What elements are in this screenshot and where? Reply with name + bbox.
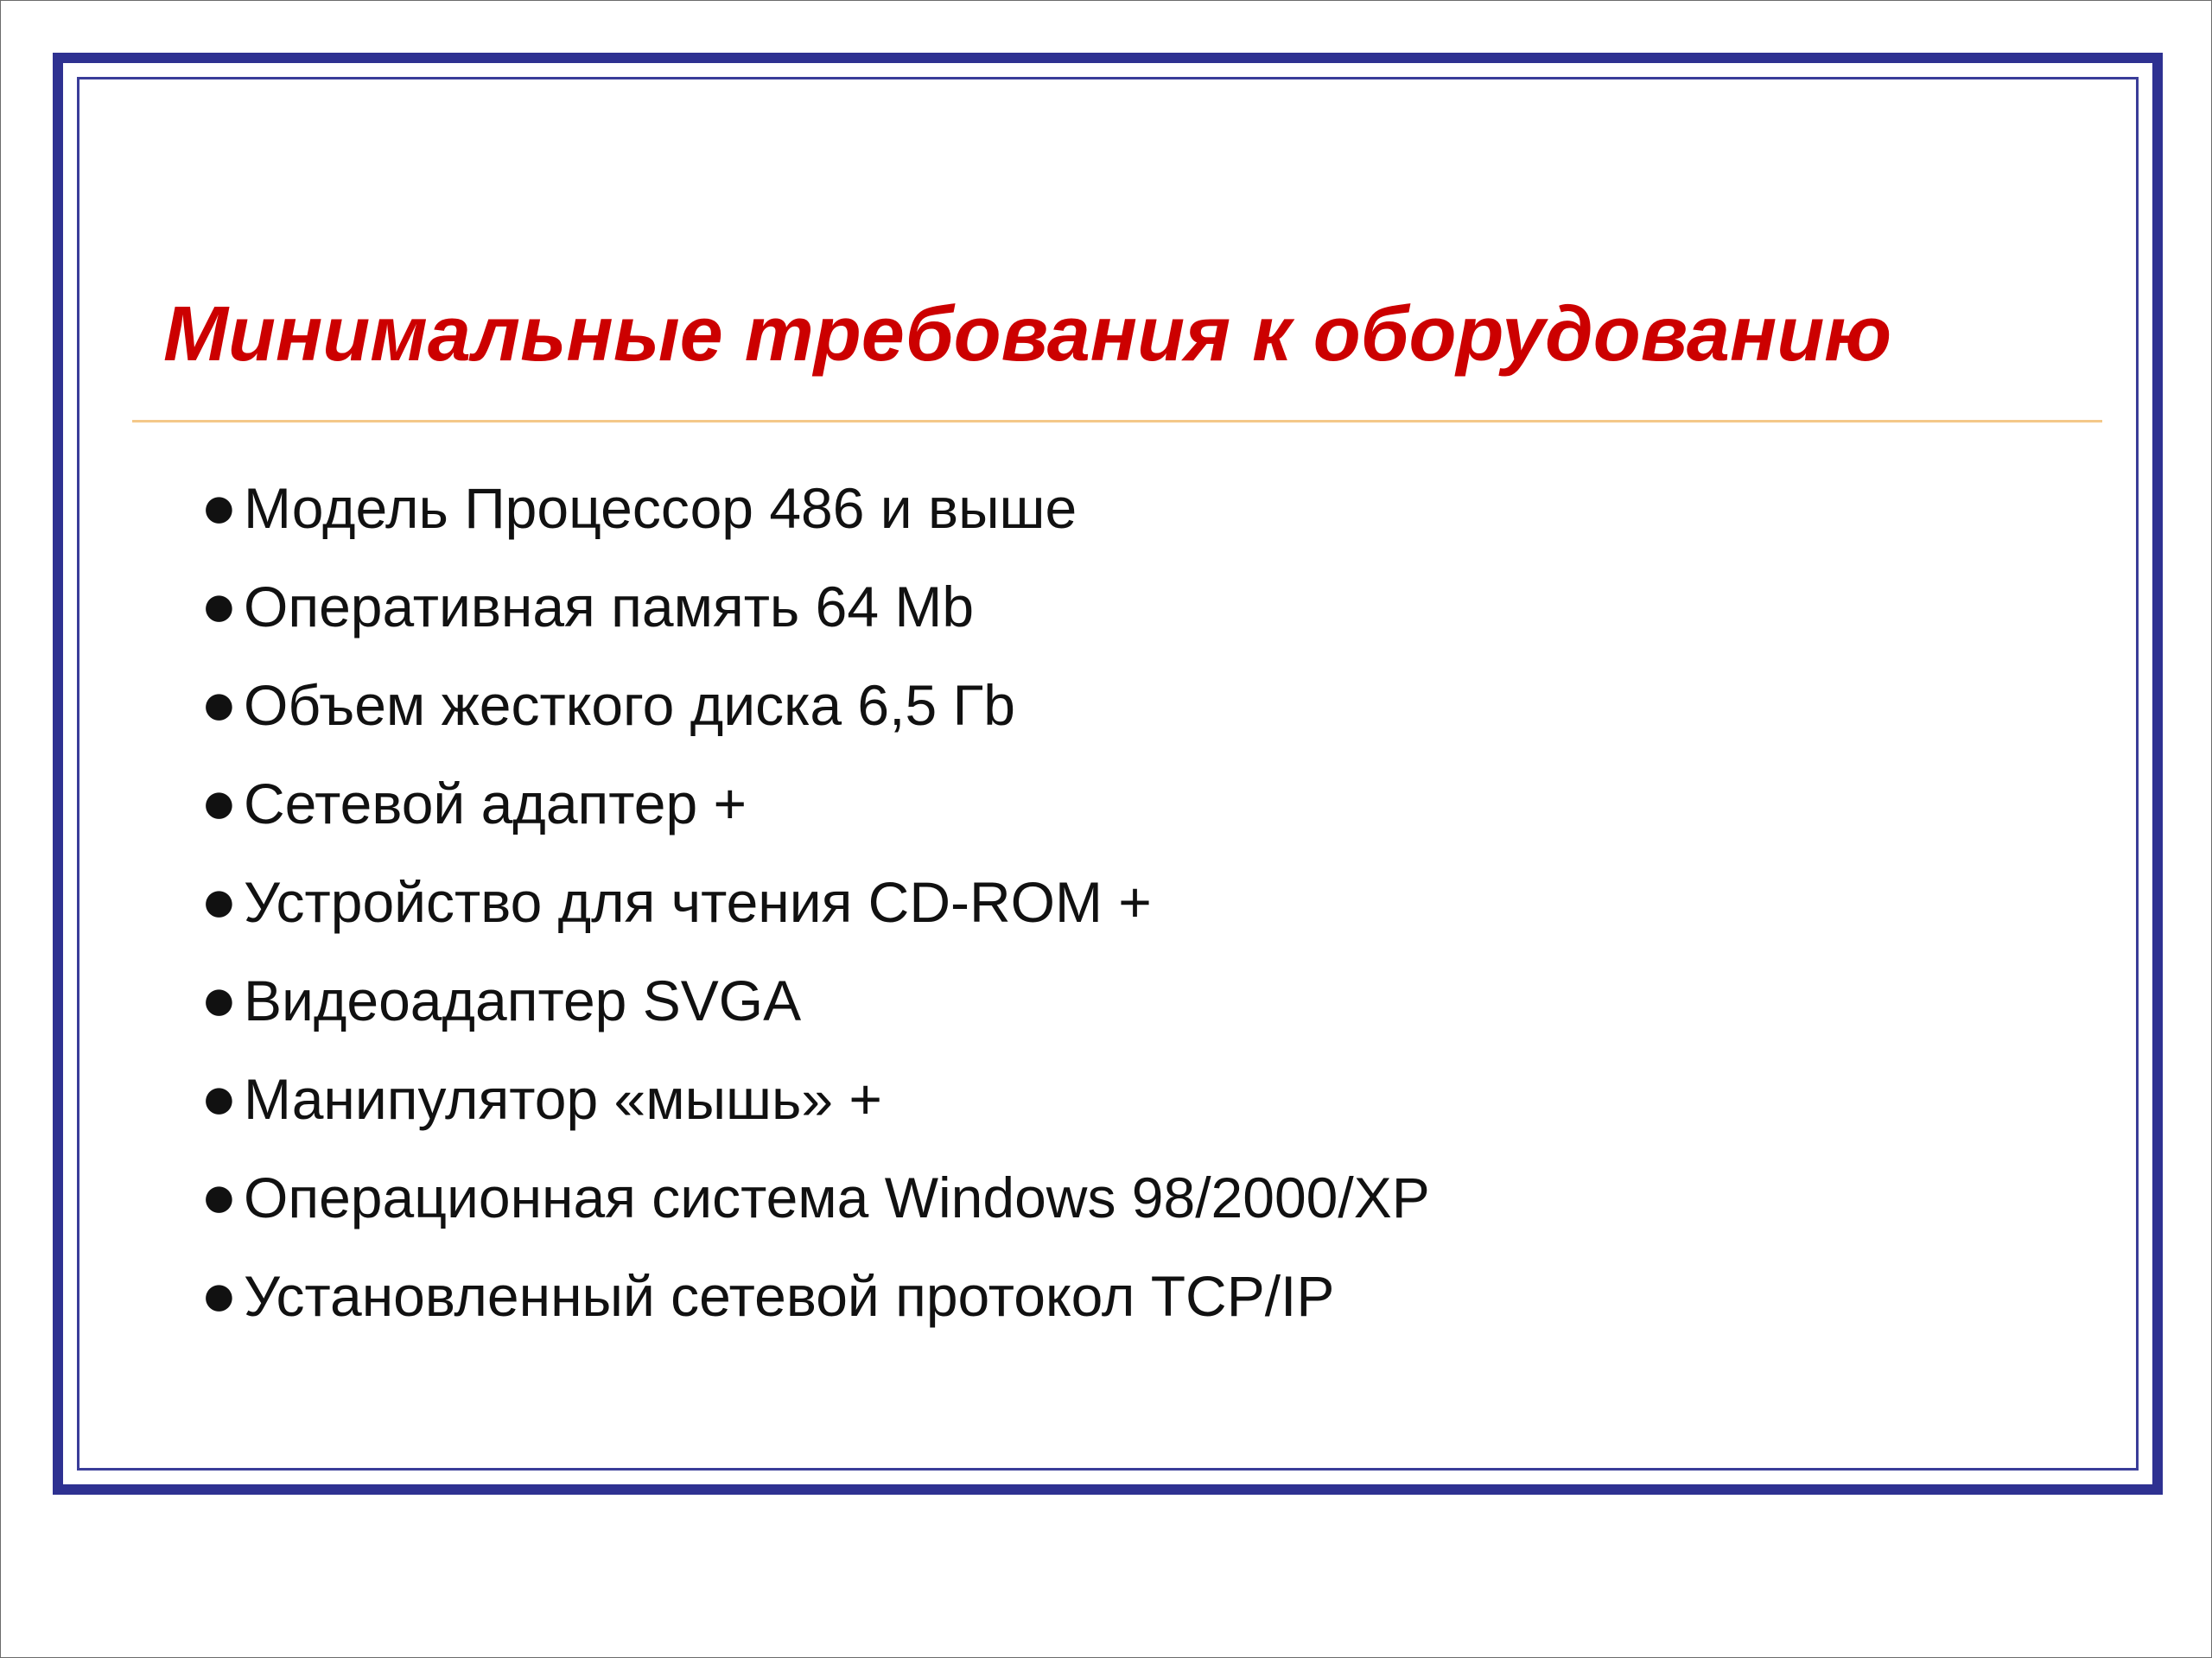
list-item	[204, 1050, 1430, 1148]
bullet-icon: ●	[204, 784, 234, 823]
list-item-text: Установленный сетевой протокол TCP/IP	[244, 1264, 1335, 1328]
list-item-text: Модель Процессор 486 и выше	[244, 476, 1077, 540]
bullet-icon: ●	[204, 587, 234, 626]
requirements-list	[204, 459, 1430, 1345]
list-item-text: Объем жесткого диска 6,5 Гb	[244, 673, 1015, 737]
list-item	[204, 951, 1430, 1050]
bullet-icon: ●	[204, 1079, 234, 1119]
list-item	[204, 557, 1430, 656]
bullet-icon: ●	[204, 1276, 234, 1316]
bullet-icon: ●	[204, 882, 234, 922]
list-item	[204, 656, 1430, 754]
bullet-icon: ●	[204, 981, 234, 1020]
slide-title: Минимальные требования к оборудованию	[163, 291, 1892, 378]
list-item-text: Операционная система Windows 98/2000/XP	[244, 1166, 1430, 1229]
bullet-icon: ●	[204, 1178, 234, 1217]
list-item-text: Сетевой адаптер +	[244, 772, 747, 835]
list-item	[204, 1148, 1430, 1247]
list-item-text: Манипулятор «мышь» +	[244, 1067, 882, 1131]
list-item	[204, 459, 1430, 557]
bullet-icon: ●	[204, 488, 234, 528]
list-item-text: Оперативная память 64 Mb	[244, 575, 975, 638]
list-item-text: Устройство для чтения CD-ROM +	[244, 870, 1152, 934]
bullet-icon: ●	[204, 685, 234, 725]
title-divider	[132, 420, 2102, 422]
list-item-text: Видеоадаптер SVGA	[244, 969, 802, 1032]
list-item	[204, 1247, 1430, 1345]
list-item	[204, 754, 1430, 853]
list-item	[204, 853, 1430, 951]
